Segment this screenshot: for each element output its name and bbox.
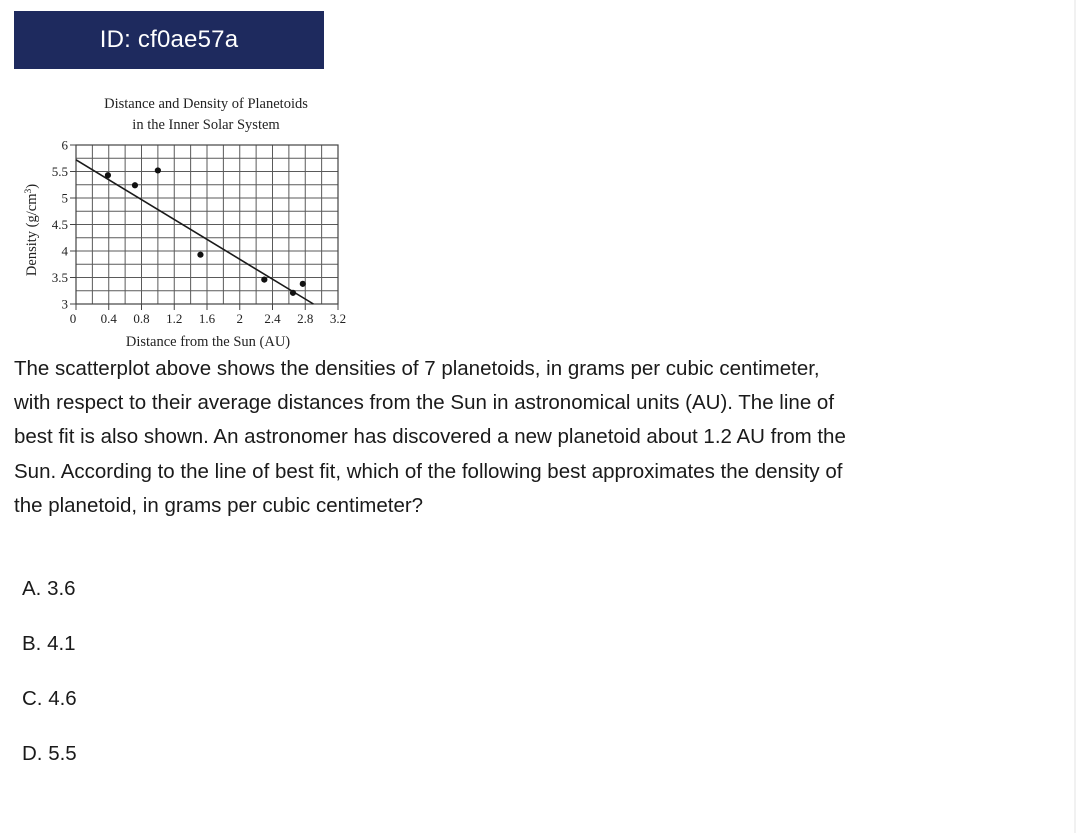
data-point	[300, 281, 306, 287]
scatterplot-chart	[0, 86, 380, 356]
y-tick-label: 5	[61, 190, 68, 206]
y-tick-label: 4.5	[51, 217, 68, 232]
x-tick-label: 0.4	[100, 311, 117, 326]
choice-c[interactable]	[22, 684, 77, 739]
y-tick-label: 6	[61, 137, 68, 153]
chart-grid	[76, 145, 338, 304]
x-tick-label: 3.2	[329, 311, 347, 326]
chart-title-line-2: in the Inner Solar System	[132, 117, 280, 133]
best-fit-line-group	[76, 160, 313, 304]
y-axis-label-end: )	[24, 183, 40, 189]
y-tick-label: 4	[61, 243, 68, 259]
question-text: The scatterplot above shows the densities of 7 planetoids, in grams per cubic centimeter, with respect to their average distances from the Sun in astronomical units (AU). The line of best fit is also shown. An astronomer has discovered a new planetoid about 1.2 AU from the Sun. According to the line of best fit, which of the following best approximates the density of the planetoid, in grams per cubic centimeter?	[14, 357, 846, 517]
data-point	[105, 172, 111, 178]
choice-d[interactable]	[22, 739, 77, 794]
chart-title-line-1: Distance and Density of Planetoids	[104, 96, 308, 112]
data-point	[261, 277, 267, 283]
x-tick-label: 1.2	[166, 311, 183, 326]
x-tick-label: 1.6	[198, 311, 216, 326]
question-id-banner	[14, 11, 324, 69]
answer-choices	[22, 574, 77, 794]
data-point	[197, 252, 203, 258]
x-tick-label: 0.8	[133, 311, 150, 326]
data-point	[132, 182, 138, 188]
data-point	[155, 167, 161, 173]
data-point	[290, 290, 296, 296]
x-tick-label: 2.8	[297, 311, 314, 326]
choice-d-label: D. 5.5	[22, 742, 77, 765]
x-axis-label: Distance from the Sun (AU)	[125, 334, 291, 350]
best-fit-line	[76, 160, 313, 304]
y-axis-label-main: Density (g/cm	[24, 193, 40, 277]
scatterplot-figure	[0, 86, 380, 356]
choice-a-label: A. 3.6	[22, 577, 76, 600]
y-tick-label: 5.5	[51, 164, 68, 179]
x-tick-label: 2	[236, 311, 243, 326]
y-axis-label	[24, 184, 40, 276]
y-axis-label-sup: 3	[24, 188, 34, 194]
choice-b-label: B. 4.1	[22, 632, 76, 655]
choice-c-label: C. 4.6	[22, 687, 77, 710]
data-points	[105, 167, 306, 296]
x-tick-label: 2.4	[264, 311, 281, 326]
choice-a[interactable]	[22, 574, 77, 629]
choice-b[interactable]	[22, 629, 77, 684]
question-id-label: ID: cf0ae57a	[99, 26, 239, 53]
y-tick-label: 3.5	[51, 270, 68, 285]
x-tick-label: 0	[69, 311, 77, 326]
y-tick-label: 3	[61, 296, 68, 312]
